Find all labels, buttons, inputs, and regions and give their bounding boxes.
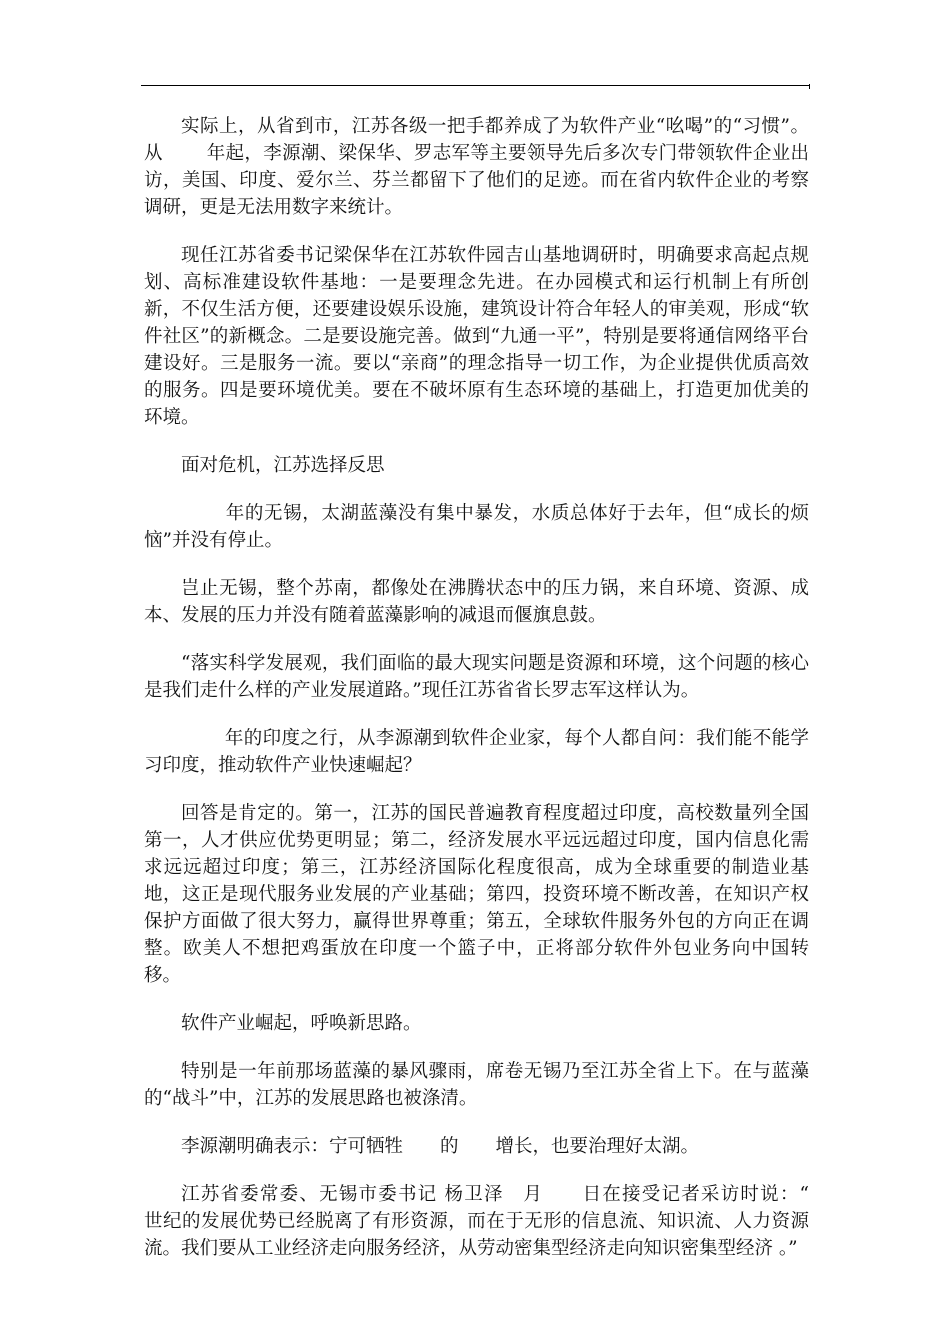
- paragraph: 岂止无锡，整个苏南，都像处在沸腾状态中的压力锅，来自环境、资源、成本、发展的压力并没有随着蓝藻影响的减退而偃旗息鼓。: [144, 578, 809, 626]
- paragraph: 年的无锡，太湖蓝藻没有集中暴发，水质总体好于去年，但“成长的烦恼”并没有停止。: [144, 503, 809, 551]
- paragraph: 特别是一年前那场蓝藻的暴风骤雨，席卷无锡乃至江苏全省上下。在与蓝藻的“战斗”中，江苏的发展思路也被涤清。: [144, 1061, 809, 1109]
- paragraph: 现任江苏省委书记梁保华在江苏软件园吉山基地调研时，明确要求高起点规划、高标准建设软件基地：一是要理念先进。在办园模式和运行机制上有所创新，不仅生活方便，还要建设娱乐设施，建筑设计符合年轻人的审美观，形成“软件社区”的新概念。二是要设施完善。做到“九通一平”，特别是要将通信网络平台建设好。三是服务一流。要以“亲商”的理念指导一切工作，为企业提供优质高效的服务。四是要环境优美。要在不破坏原有生态环境的基础上，打造更加优美的环境。: [144, 245, 809, 428]
- section-heading: 面对危机，江苏选择反思: [181, 455, 385, 476]
- paragraph: 江苏省委常委、无锡市委书记 杨卫泽 月 日在接受记者采访时说：“ 世纪的发展优势已经脱离了有形资源，而在于无形的信息流、知识流、人力资源流。我们要从工业经济走向服务经济，从劳动密集型经济走向知识密集型经济 。”: [144, 1184, 847, 1259]
- paragraph: “落实科学发展观，我们面临的最大现实问题是资源和环境，这个问题的核心是我们走什么样的产业发展道路。”现任江苏省省长罗志军这样认为。: [144, 653, 809, 701]
- paragraph: 回答是肯定的。第一，江苏的国民普遍教育程度超过印度，高校数量列全国第一，人才供应优势更明显；第二，经济发展水平远远超过印度，国内信息化需求远远超过印度；第三，江苏经济国际化程度很高，成为全球重要的制造业基地，这正是现代服务业发展的产业基础；第四，投资环境不断改善，在知识产权保护方面做了很大努力，赢得世界尊重；第五，全球软件服务外包的方向正在调整。欧美人不想把鸡蛋放在印度一个篮子中，正将部分软件外包业务向中国转移。: [144, 803, 809, 986]
- paragraph: 李源潮明确表示：宁可牺牲 的 增长，也要治理好太湖。: [181, 1136, 700, 1157]
- header-rule-tick: [809, 84, 810, 89]
- section-heading: 软件产业崛起，呼唤新思路。: [181, 1013, 422, 1034]
- article-body: [144, 113, 847, 1283]
- header-rule: [141, 85, 809, 86]
- paragraph: 实际上，从省到市，江苏各级一把手都养成了为软件产业“吆喝”的“习惯”。从 年起，李源潮、梁保华、罗志军等主要领导先后多次专门带领软件企业出访，美国、印度、爱尔兰、芬兰都留下了他们的足迹。而在省内软件企业的考察调研，更是无法用数字来统计。: [144, 116, 809, 218]
- paragraph: 年的印度之行，从李源潮到软件企业家，每个人都自问：我们能不能学习印度，推动软件产业快速崛起？: [144, 728, 809, 776]
